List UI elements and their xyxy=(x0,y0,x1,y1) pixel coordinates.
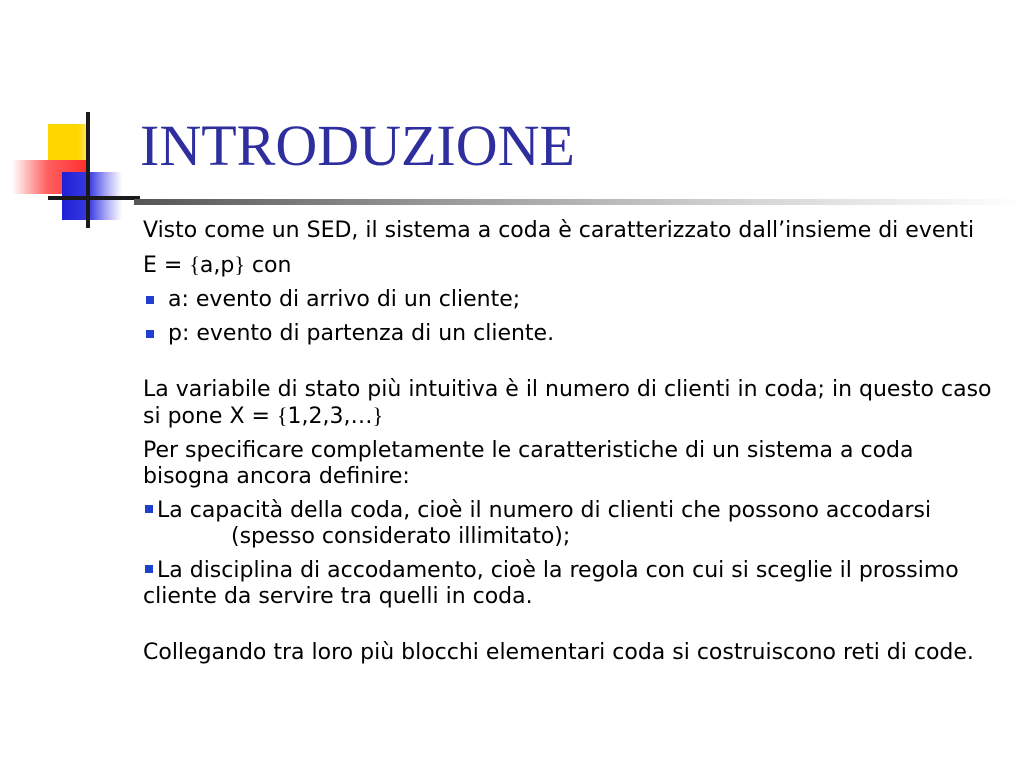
list-item xyxy=(143,287,993,313)
spacer xyxy=(143,355,993,377)
requirement-text: La disciplina di accodamento, cioè la regola con cui si sceglie il prossimo cliente da servire tra quelli in coda. xyxy=(143,558,959,609)
event-set-members: a,p xyxy=(199,253,235,278)
specify-paragraph: Per specificare completamente le caratteristiche di un sistema a coda bisogna ancora definire: xyxy=(143,438,914,489)
requirement-text: La capacità della coda, cioè il numero di clienti che possono accodarsi xyxy=(157,498,932,523)
event-set-line xyxy=(143,252,993,279)
deco-yellow-square xyxy=(48,124,78,164)
spacer xyxy=(143,618,993,640)
event-set-suffix: con xyxy=(244,253,292,278)
list-item xyxy=(143,321,993,347)
page-title: INTRODUZIONE xyxy=(140,113,575,178)
closing-paragraph: Collegando tra loro più blocchi elementari coda si costruiscono reti di code. xyxy=(143,640,974,665)
state-set-open-brace: { xyxy=(276,403,288,428)
bullet-square-icon xyxy=(145,565,153,573)
bullet-square-icon xyxy=(146,330,154,338)
title-underline-rule xyxy=(134,199,1024,205)
state-text: La variabile di stato più intuitiva è il numero di clienti in coda; in questo caso si pone X = xyxy=(143,377,992,429)
requirement-item xyxy=(143,558,993,610)
event-item-text: a: evento di arrivo di un cliente; xyxy=(168,287,521,312)
bullet-square-icon xyxy=(145,505,153,513)
requirement-item xyxy=(143,498,993,550)
deco-horizontal-line xyxy=(48,196,140,200)
state-set-close-brace: } xyxy=(372,403,384,428)
event-item-text: p: evento di partenza di un cliente. xyxy=(168,321,555,346)
event-set-prefix: E = xyxy=(143,253,190,278)
requirement-note: (spesso considerato illimitato); xyxy=(231,524,571,549)
event-set-close-brace: } xyxy=(234,252,245,277)
slide-body xyxy=(143,218,993,674)
state-paragraph xyxy=(143,377,993,430)
deco-vertical-line xyxy=(86,112,90,228)
bullet-square-icon xyxy=(146,296,154,304)
event-set-open-brace: { xyxy=(189,252,200,277)
intro-paragraph: Visto come un SED, il sistema a coda è caratterizzato dall’insieme di eventi xyxy=(143,218,975,243)
state-set-members: 1,2,3,… xyxy=(287,404,373,429)
